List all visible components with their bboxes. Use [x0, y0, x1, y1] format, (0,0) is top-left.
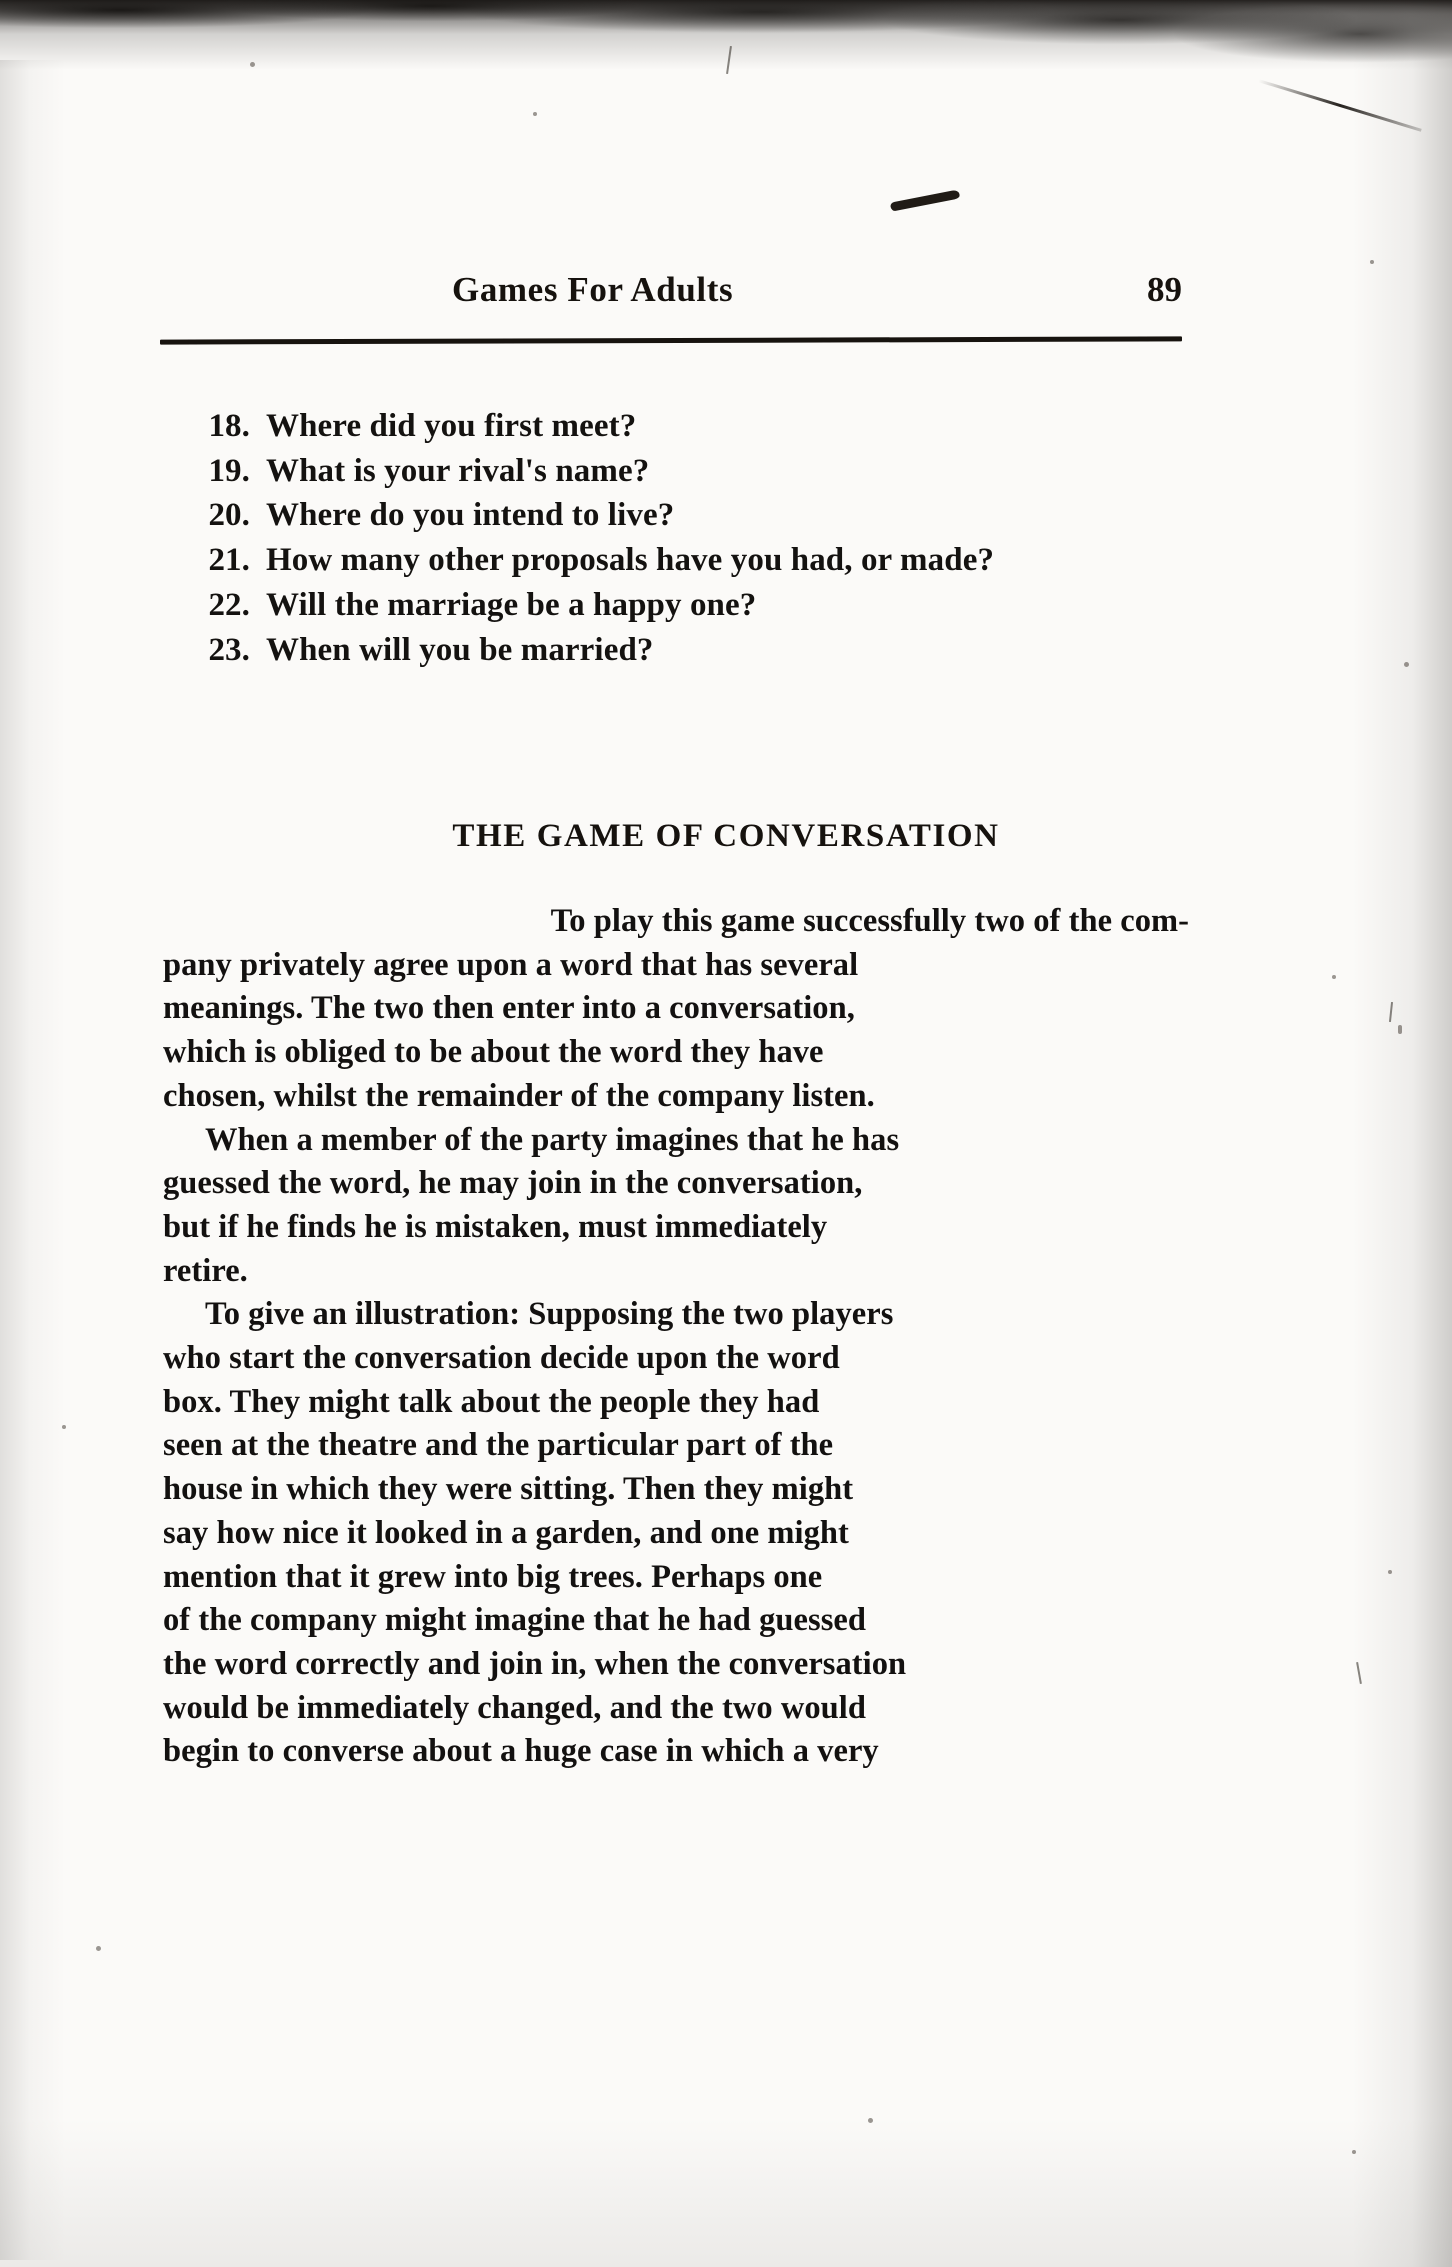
section-heading: THE GAME OF CONVERSATION	[452, 818, 1000, 854]
scan-edge-smudge-top	[0, 0, 1452, 78]
text-line: but if he finds he is mistaken, must immediately	[163, 1208, 828, 1245]
text-line: say how nice it looked in a garden, and one might	[163, 1514, 849, 1551]
dust-speck	[868, 2118, 873, 2123]
text-line: begin to converse about a huge case in which a very	[163, 1733, 879, 1770]
body-text	[163, 900, 1189, 1774]
dust-speck	[1352, 2150, 1356, 2154]
dust-speck	[1404, 662, 1409, 667]
dust-speck	[1388, 1570, 1392, 1574]
dust-speck	[1332, 975, 1336, 979]
text-line: seen at the theatre and the particular part of the	[163, 1427, 834, 1464]
list-item-text: How many other proposals have you had, or made?	[266, 542, 995, 579]
paragraph	[163, 1119, 1189, 1294]
text-line: would be immediately changed, and the two would	[163, 1689, 866, 1726]
list-item-number: 23.	[208, 631, 250, 668]
paragraph	[163, 1293, 1189, 1774]
list-item-text: What is your rival's name?	[266, 452, 650, 489]
list-item	[200, 539, 1200, 582]
text-line: which is obliged to be about the word they have	[163, 1034, 824, 1071]
page-header	[162, 270, 1182, 330]
list-item-number: 22.	[208, 586, 250, 623]
list-item-number: 18.	[208, 408, 250, 444]
list-item-number: 21.	[208, 542, 250, 579]
scan-edge-smudge-left	[0, 60, 70, 2260]
paragraph	[163, 900, 1189, 1119]
dust-speck	[250, 62, 255, 67]
scan-hairline	[726, 46, 732, 74]
dust-speck	[96, 1946, 101, 1951]
header-divider-rule	[160, 336, 1182, 344]
list-item	[200, 584, 1200, 627]
text-line: To give an illustration: Supposing the two players	[205, 1296, 894, 1333]
dust-speck	[1370, 260, 1374, 264]
list-item-text: Will the marriage be a happy one?	[266, 586, 757, 623]
dust-speck	[62, 1425, 66, 1429]
list-item	[200, 494, 1200, 537]
list-item-text: Where did you first meet?	[266, 408, 637, 444]
running-head-title: Games For Adults	[452, 270, 734, 309]
text-line: of the company might imagine that he had guessed	[163, 1602, 866, 1639]
scan-scratch-mark	[1258, 79, 1421, 132]
list-item-number: 19.	[208, 452, 250, 489]
question-list	[200, 405, 1200, 673]
list-item	[200, 629, 1200, 672]
text-line: the word correctly and join in, when the conversation	[163, 1645, 907, 1682]
scan-edge-fade-bottom	[0, 2117, 1452, 2267]
text-line: mention that it grew into big trees. Perhaps one	[163, 1558, 823, 1595]
ink-stroke-mark	[890, 189, 960, 211]
text-line: box. They might talk about the people they had	[163, 1383, 820, 1420]
list-item	[200, 450, 1200, 493]
text-line: guessed the word, he may join in the conversation,	[163, 1165, 863, 1202]
scan-edge-smudge-right	[1332, 0, 1452, 2267]
text-line: chosen, whilst the remainder of the company listen.	[163, 1077, 875, 1114]
list-item	[200, 405, 1200, 448]
text-line: who start the conversation decide upon the word	[163, 1340, 840, 1377]
list-item-text: Where do you intend to live?	[266, 497, 675, 534]
paragraph-indent	[163, 900, 205, 944]
text-line: house in which they were sitting. Then they might	[163, 1471, 854, 1508]
list-item-text: When will you be married?	[266, 631, 654, 668]
page-number: 89	[1147, 270, 1182, 309]
text-line: When a member of the party imagines that he has	[205, 1121, 900, 1158]
list-item-number: 20.	[208, 497, 250, 534]
dust-speck	[1398, 1025, 1402, 1034]
text-line: meanings. The two then enter into a conversation,	[163, 990, 855, 1027]
text-line: To play this game successfully two of the com-	[163, 900, 1189, 944]
text-line: pany privately agree upon a word that has several	[163, 946, 859, 983]
dust-speck	[533, 112, 537, 116]
text-line: retire.	[163, 1252, 248, 1289]
scan-hairline	[1389, 1002, 1393, 1022]
scan-hairline	[1356, 1662, 1362, 1684]
